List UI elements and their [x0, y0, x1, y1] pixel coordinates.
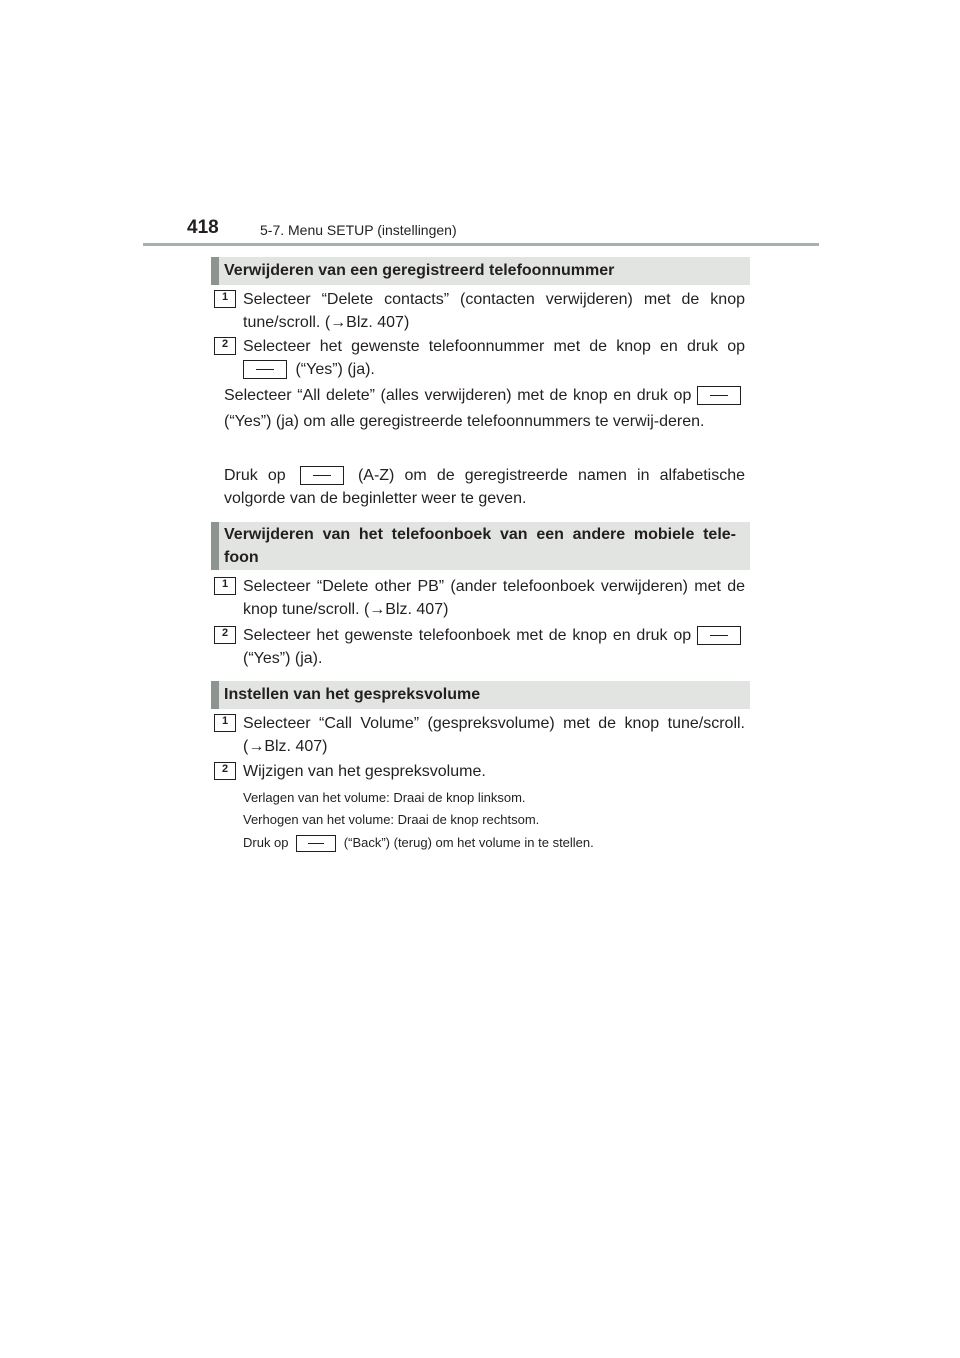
step-number: 2 [214, 762, 236, 780]
step-text-before: Selecteer het gewenste telefoonnummer met de knop en druk op [243, 338, 745, 355]
az-button-icon [300, 466, 344, 485]
yes-button-icon [243, 360, 287, 379]
step-text-before: Selecteer het gewenste telefoonboek met de knop en druk op [243, 627, 692, 644]
note-text-before: Druk op [243, 835, 289, 850]
note-text-before: Selecteer “All delete” (alles verwijderen) met de knop en druk op [224, 387, 692, 404]
section-heading-call-volume: Instellen van het gespreksvolume [211, 681, 750, 709]
step-number: 1 [214, 577, 236, 595]
step-text: Selecteer “Delete contacts” (contacten verwijderen) met de knop tune/scroll. (→Blz. 407) [243, 291, 745, 331]
step-text [243, 335, 745, 381]
header-rule [143, 243, 819, 246]
step-text: Selecteer “Call Volume” (gespreksvolume) met de knop tune/scroll. (→Blz. 407) [243, 715, 745, 755]
section-heading-delete-phonebook: Verwijderen van het telefoonboek van een andere mobiele tele-foon [211, 522, 750, 570]
note-all-delete [224, 383, 745, 435]
back-button-icon [296, 835, 336, 852]
detail-text: Verlagen van het volume: Draai de knop linksom. [243, 790, 526, 805]
note-text-after: (“Yes”) (ja) om alle geregistreerde telefoonnummers te verwij-deren. [224, 413, 705, 430]
step-number: 1 [214, 290, 236, 308]
step-text-after: (“Yes”) (ja). [295, 361, 375, 378]
step-text: Selecteer “Delete other PB” (ander telefoonboek verwijderen) met de knop tune/scroll. (→Blz. 407) [243, 578, 745, 618]
note-text-before: Druk op [224, 467, 286, 484]
step-text: Wijzigen van het gespreksvolume. [243, 763, 486, 780]
page-number: 418 [187, 217, 219, 238]
section-heading-delete-number: Verwijderen van een geregistreerd telefoonnummer [211, 257, 750, 285]
note-text-after: (“Back”) (terug) om het volume in te stellen. [343, 835, 594, 850]
yes-button-icon [697, 386, 741, 405]
step-number: 2 [214, 626, 236, 644]
step-number: 1 [214, 714, 236, 732]
detail-text: Verhogen van het volume: Draai de knop rechtsom. [243, 812, 540, 827]
back-note [243, 834, 745, 852]
step-text [243, 624, 745, 670]
chapter-title: 5-7. Menu SETUP (instellingen) [260, 222, 457, 238]
step-text-after: (“Yes”) (ja). [243, 650, 323, 667]
yes-button-icon [697, 626, 741, 645]
note-az [224, 464, 745, 510]
step-number: 2 [214, 337, 236, 355]
note-text-after: (A-Z) om de geregistreerde namen in alfabetische volgorde van de beginletter weer te geven. [224, 467, 746, 507]
